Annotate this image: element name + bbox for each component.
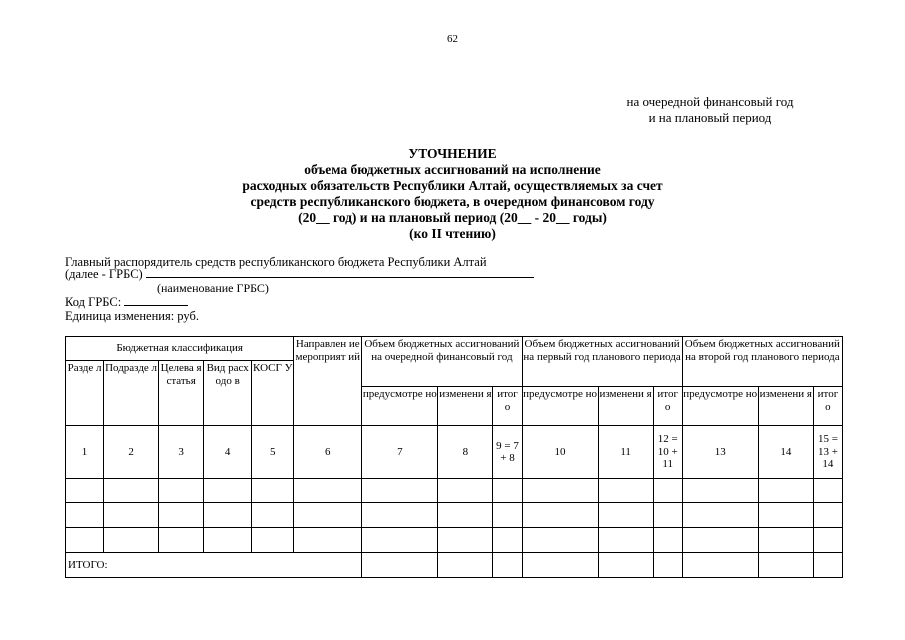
- title-line: УТОЧНЕНИЕ: [408, 146, 497, 161]
- table-cell[interactable]: [294, 503, 362, 528]
- table-cell[interactable]: [104, 528, 159, 553]
- header-vol-first: Объем бюджетных ассигнований на первый год планового периода: [522, 337, 682, 387]
- header-total: итог о: [653, 387, 682, 426]
- total-row: [66, 553, 843, 578]
- approval-context: [560, 94, 860, 126]
- table-cell[interactable]: [362, 503, 438, 528]
- allocation-table: [65, 336, 843, 578]
- table-cell[interactable]: [653, 503, 682, 528]
- column-number: 2: [104, 426, 159, 479]
- table-cell[interactable]: [204, 528, 252, 553]
- title-line: (20__ год) и на плановый период (20__ - 20__ годы): [298, 210, 607, 225]
- context-line: на очередной финансовый год: [626, 94, 794, 109]
- table-cell[interactable]: [204, 503, 252, 528]
- column-number: 11: [598, 426, 653, 479]
- table-cell[interactable]: [813, 503, 842, 528]
- context-line: и на плановый период: [648, 110, 772, 125]
- column-number: 15 = 13 + 14: [813, 426, 842, 479]
- table-cell[interactable]: [493, 503, 522, 528]
- title-line: объема бюджетных ассигнований на исполнение: [304, 162, 601, 177]
- column-number: 8: [438, 426, 493, 479]
- table-cell[interactable]: [438, 528, 493, 553]
- table-cell[interactable]: [758, 528, 813, 553]
- column-number: 13: [682, 426, 758, 479]
- header-changes: изменени я: [758, 387, 813, 426]
- header-total: итог о: [813, 387, 842, 426]
- table-cell[interactable]: [598, 503, 653, 528]
- table-cell[interactable]: [758, 479, 813, 503]
- header-total: итог о: [493, 387, 522, 426]
- header-row: [66, 337, 843, 361]
- page-number: 62: [447, 33, 458, 45]
- grbs-name-field[interactable]: [146, 267, 534, 278]
- table-cell[interactable]: [252, 479, 294, 503]
- column-number: 12 = 10 + 11: [653, 426, 682, 479]
- table-cell[interactable]: [653, 528, 682, 553]
- table-cell[interactable]: [438, 553, 493, 578]
- header-kosgu: КОСГ У: [252, 361, 294, 426]
- table-cell[interactable]: [522, 503, 598, 528]
- header-changes: изменени я: [598, 387, 653, 426]
- table-cell[interactable]: [159, 479, 204, 503]
- table-cell[interactable]: [653, 479, 682, 503]
- grbs-code-field[interactable]: [124, 295, 188, 306]
- table-cell[interactable]: [159, 503, 204, 528]
- table-cell[interactable]: [362, 553, 438, 578]
- table-cell[interactable]: [438, 479, 493, 503]
- table-cell[interactable]: [362, 479, 438, 503]
- table-cell[interactable]: [813, 479, 842, 503]
- table-cell[interactable]: [66, 528, 104, 553]
- column-number: 9 = 7 + 8: [493, 426, 522, 479]
- table-cell[interactable]: [159, 528, 204, 553]
- table-cell[interactable]: [758, 553, 813, 578]
- table-cell[interactable]: [66, 503, 104, 528]
- column-number: 4: [204, 426, 252, 479]
- table-cell[interactable]: [682, 528, 758, 553]
- header-changes: изменени я: [438, 387, 493, 426]
- table-cell[interactable]: [813, 528, 842, 553]
- table-cell[interactable]: [682, 479, 758, 503]
- header-planned: предусмотре но: [682, 387, 758, 426]
- column-number: 14: [758, 426, 813, 479]
- header-planned: предусмотре но: [362, 387, 438, 426]
- table-cell[interactable]: [682, 553, 758, 578]
- header-subsection: Подразде л: [104, 361, 159, 426]
- column-number: 7: [362, 426, 438, 479]
- table-cell[interactable]: [493, 553, 522, 578]
- header-exptype: Вид расходо в: [204, 361, 252, 426]
- table-cell[interactable]: [653, 553, 682, 578]
- table-cell[interactable]: [522, 528, 598, 553]
- header-planned: предусмотре но: [522, 387, 598, 426]
- table-cell[interactable]: [813, 553, 842, 578]
- table-cell[interactable]: [758, 503, 813, 528]
- header-section: Разде л: [66, 361, 104, 426]
- header-target: Целева я статья: [159, 361, 204, 426]
- table-cell[interactable]: [66, 479, 104, 503]
- title-line: расходных обязательств Республики Алтай, осуществляемых за счет: [242, 178, 663, 193]
- header-vol-current: Объем бюджетных ассигнований на очередной финансовый год: [362, 337, 522, 387]
- header-direction: Направлен ие мероприят ий: [294, 337, 362, 426]
- column-number: 3: [159, 426, 204, 479]
- column-number: 1: [66, 426, 104, 479]
- table-row: [66, 503, 843, 528]
- title-line: (ко II чтению): [409, 226, 496, 241]
- table-cell[interactable]: [204, 479, 252, 503]
- table-cell[interactable]: [682, 503, 758, 528]
- title-line: средств республиканского бюджета, в очередном финансовом году: [250, 194, 655, 209]
- header-budget-class: Бюджетная классификация: [66, 337, 294, 361]
- table-cell[interactable]: [493, 479, 522, 503]
- table-cell[interactable]: [522, 553, 598, 578]
- table-cell[interactable]: [294, 528, 362, 553]
- column-number-row: [66, 426, 843, 479]
- grbs-code-row: [65, 295, 188, 310]
- table-cell[interactable]: [522, 479, 598, 503]
- column-number: 10: [522, 426, 598, 479]
- table-cell[interactable]: [598, 528, 653, 553]
- table-row: [66, 528, 843, 553]
- total-label: ИТОГО:: [66, 553, 362, 578]
- table-cell[interactable]: [104, 503, 159, 528]
- table-cell[interactable]: [252, 528, 294, 553]
- unit-of-measure: Единица изменения: руб.: [65, 309, 199, 323]
- table-cell[interactable]: [598, 479, 653, 503]
- table-cell[interactable]: [362, 528, 438, 553]
- table-cell[interactable]: [438, 503, 493, 528]
- grbs-name-row: [65, 267, 534, 282]
- table-row: [66, 479, 843, 503]
- grbs-code-label: Код ГРБС:: [65, 295, 122, 309]
- table-cell[interactable]: [493, 528, 522, 553]
- column-number: 6: [294, 426, 362, 479]
- table-cell[interactable]: [252, 503, 294, 528]
- column-number: 5: [252, 426, 294, 479]
- table-cell[interactable]: [598, 553, 653, 578]
- table-cell[interactable]: [104, 479, 159, 503]
- grbs-abbr: (далее - ГРБС): [65, 267, 143, 281]
- grbs-label: Главный распорядитель средств республиканского бюджета Республики Алтай: [65, 255, 487, 269]
- document-title: [0, 146, 905, 242]
- table-cell[interactable]: [294, 479, 362, 503]
- grbs-hint: (наименование ГРБС): [157, 281, 269, 295]
- header-vol-second: Объем бюджетных ассигнований на второй год планового периода: [682, 337, 842, 387]
